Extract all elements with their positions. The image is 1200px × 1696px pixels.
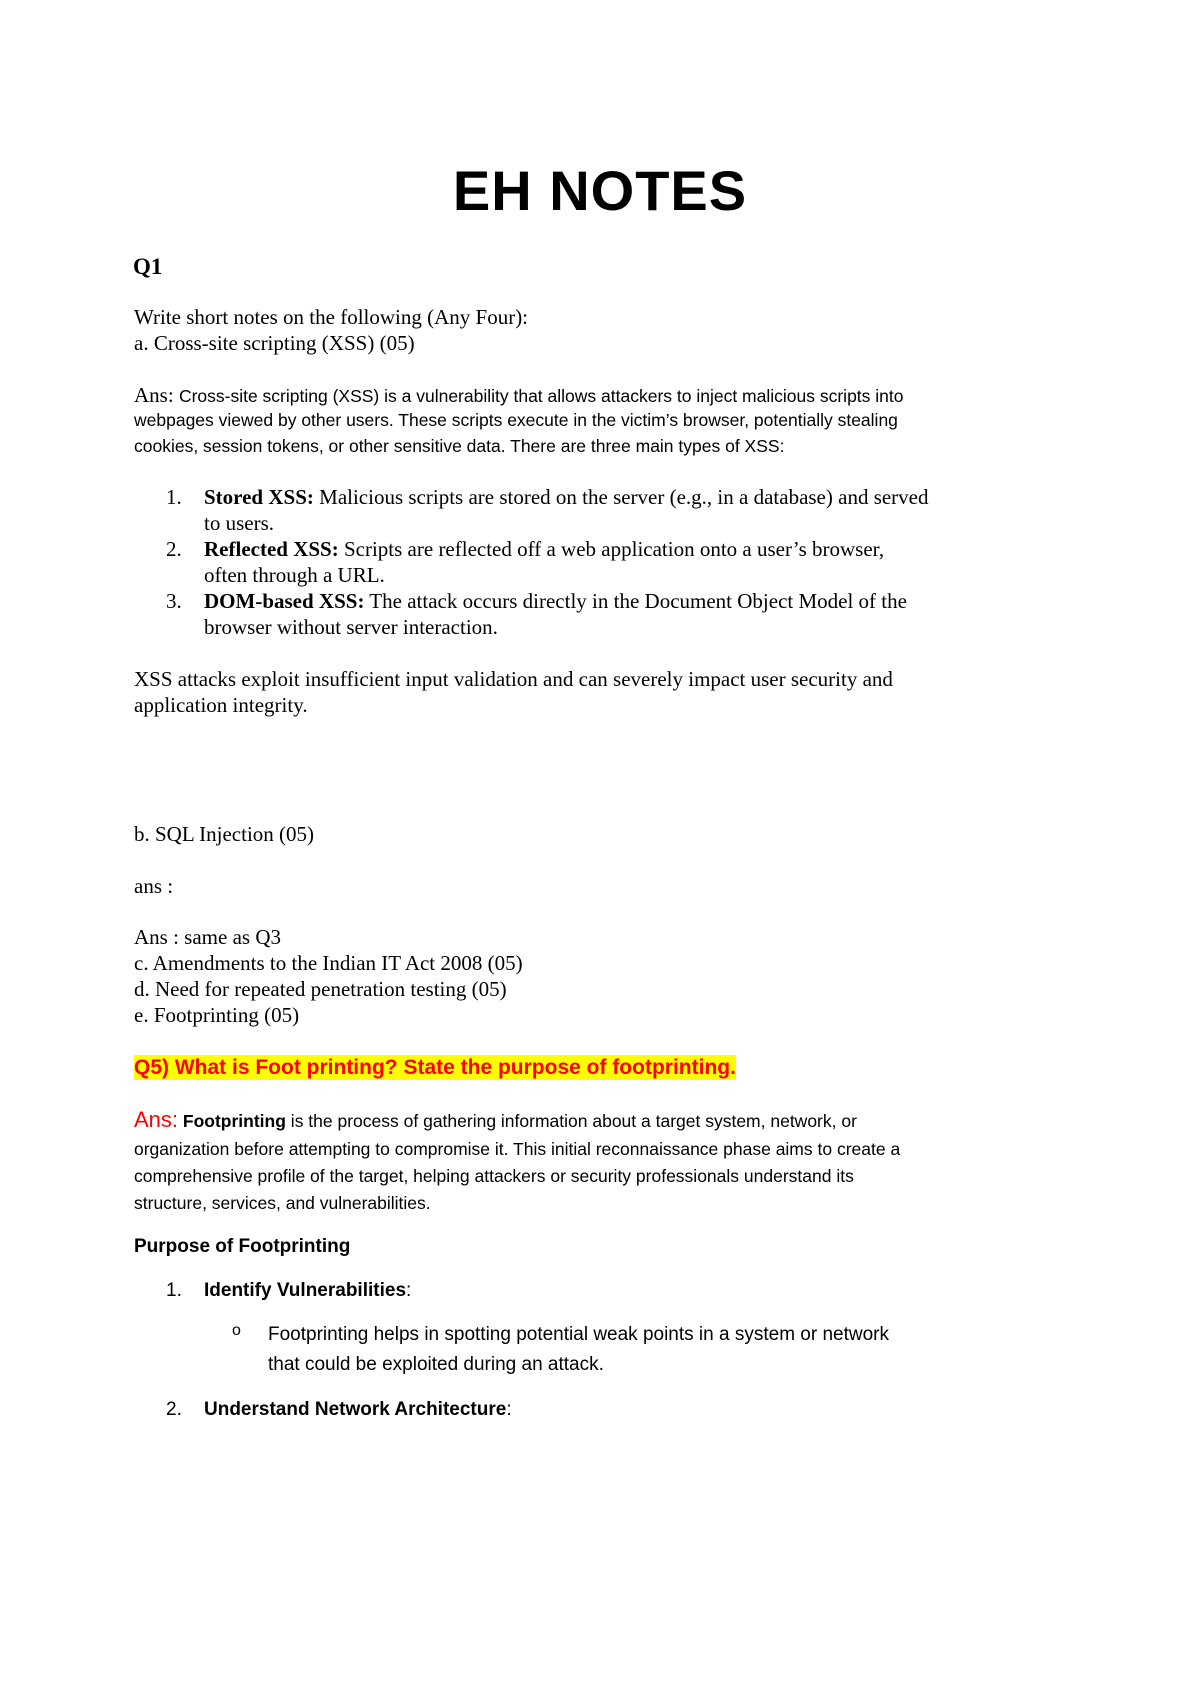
- list-item: 1. Stored XSS: Malicious scripts are stored on the server (e.g., in a database) and served: [166, 485, 929, 509]
- list-item: 3. DOM-based XSS: The attack occurs directly in the Document Object Model of the: [166, 589, 907, 613]
- list-item-continuation: often through a URL.: [204, 563, 385, 587]
- xss-answer-line-2: webpages viewed by other users. These scripts execute in the victim’s browser, potentially stealing: [134, 410, 898, 430]
- purpose-item: 2. Understand Network Architecture:: [166, 1399, 512, 1420]
- footprinting-answer-line-1: Ans: Footprinting is the process of gathering information about a target system, network, or: [134, 1107, 857, 1132]
- ans-prefix: Ans:: [134, 383, 179, 407]
- purpose-detail-line-1: Footprinting helps in spotting potential weak points in a system or network: [268, 1324, 889, 1345]
- ans-label: Ans:: [134, 1107, 179, 1132]
- purpose-label: Identify Vulnerabilities: [204, 1280, 407, 1301]
- q1-heading: Q1: [133, 254, 163, 279]
- list-item: 2. Reflected XSS: Scripts are reflected off a web application onto a user’s browser,: [166, 537, 885, 561]
- list-term: Reflected XSS:: [204, 537, 339, 561]
- q1-item-d: d. Need for repeated penetration testing (05): [134, 977, 507, 1001]
- bullet-icon: o: [232, 1322, 241, 1339]
- footprinting-answer-line-4: structure, services, and vulnerabilities.: [134, 1193, 431, 1213]
- q5-heading: Q5) What is Foot printing? State the purpose of footprinting.: [134, 1056, 736, 1079]
- q1-item-e: e. Footprinting (05): [134, 1003, 300, 1027]
- purpose-heading: Purpose of Footprinting: [134, 1236, 351, 1257]
- xss-summary-line-2: application integrity.: [134, 693, 308, 717]
- list-term: DOM-based XSS:: [204, 589, 365, 613]
- q1-ans-same: Ans : same as Q3: [134, 925, 281, 949]
- xss-answer-line-3: cookies, session tokens, or other sensitive data. There are three main types of XSS:: [134, 436, 785, 456]
- xss-summary-line-1: XSS attacks exploit insufficient input validation and can severely impact user security and: [134, 667, 893, 691]
- purpose-item: 1. Identify Vulnerabilities:: [166, 1280, 412, 1301]
- footprinting-term: Footprinting: [182, 1111, 286, 1131]
- purpose-detail-line-2: that could be exploited during an attack.: [268, 1354, 604, 1375]
- q1-ans-b: ans :: [134, 874, 174, 898]
- list-item-continuation: browser without server interaction.: [204, 615, 498, 639]
- q1-item-c: c. Amendments to the Indian IT Act 2008 (05): [134, 951, 523, 975]
- footprinting-answer-line-2: organization before attempting to compromise it. This initial reconnaissance phase aims to create a: [134, 1139, 901, 1159]
- list-item-continuation: to users.: [204, 511, 274, 535]
- footprinting-answer-line-3: comprehensive profile of the target, helping attackers or security professionals understand its: [134, 1166, 854, 1186]
- q1-item-a: a. Cross-site scripting (XSS) (05): [134, 331, 415, 355]
- document-title: EH NOTES: [452, 159, 748, 222]
- purpose-label: Understand Network Architecture: [204, 1399, 507, 1420]
- xss-answer-text: Cross-site scripting (XSS) is a vulnerability that allows attackers to inject malicious scripts into: [178, 386, 904, 406]
- q1-item-b: b. SQL Injection (05): [134, 822, 315, 846]
- list-term: Stored XSS:: [204, 485, 314, 509]
- q1-intro: Write short notes on the following (Any Four):: [134, 305, 529, 329]
